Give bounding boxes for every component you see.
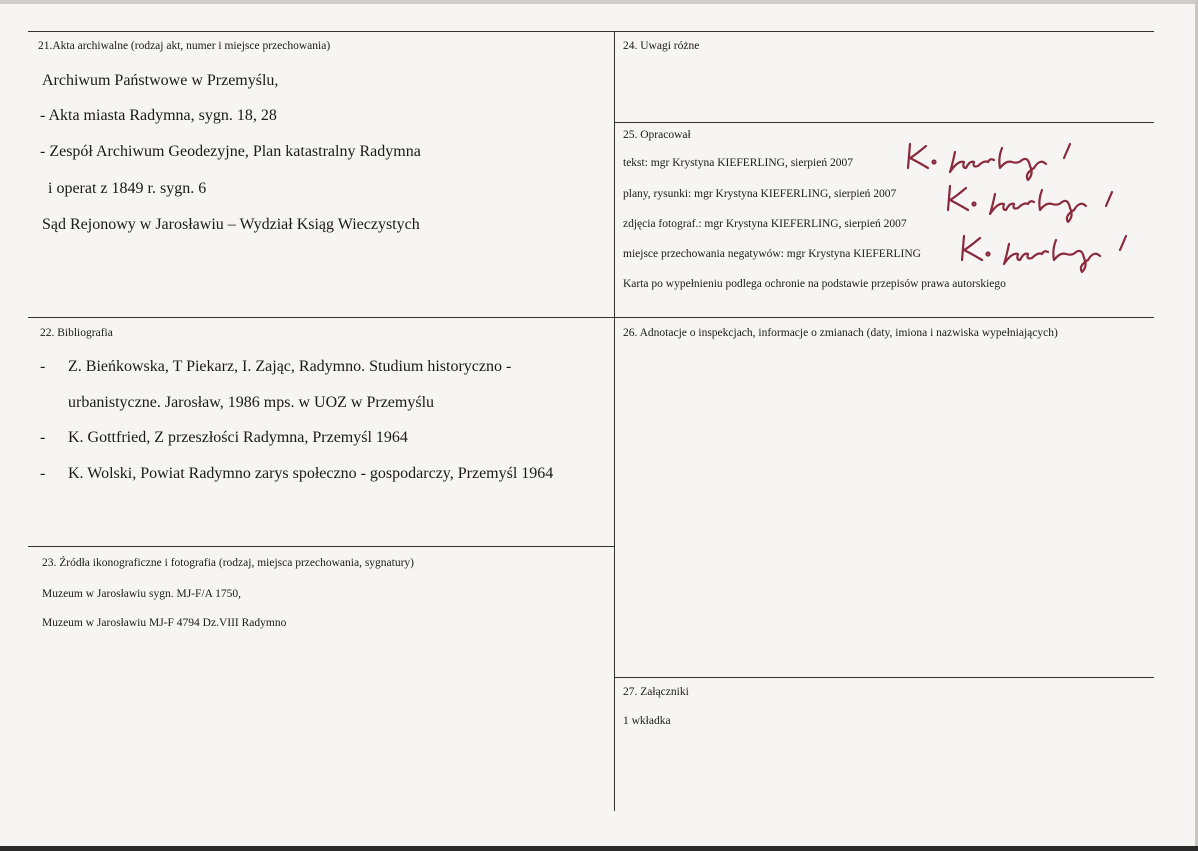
s27-heading: 27. Załączniki [623, 686, 689, 698]
s23-heading: 23. Źródła ikonograficzne i fotografia (rodzaj, miejsca przechowania, sygnatury) [42, 557, 414, 569]
scan-edge-bottom [0, 846, 1198, 851]
s21-line: Sąd Rejonowy w Jarosławiu – Wydział Ksiąg Wieczystych [42, 216, 420, 233]
bullet-dash: - [40, 429, 46, 446]
bibliography-item: K. Gottfried, Z przeszłości Radymna, Przemyśl 1964 [68, 429, 408, 446]
s24-heading: 24. Uwagi różne [623, 40, 700, 52]
bullet-dash: - [40, 358, 46, 375]
s25-line: tekst: mgr Krystyna KIEFERLING, sierpień 2007 [623, 157, 853, 169]
s21-heading: 21.Akta archiwalne (rodzaj akt, numer i miejsce przechowania) [38, 40, 331, 52]
top-border [28, 31, 1154, 32]
divider-24-25 [614, 122, 1154, 123]
scan-edge-top [0, 0, 1198, 4]
divider-26-27 [614, 677, 1154, 678]
s21-line: - Zespół Archiwum Geodezyjne, Plan katastralny Radymna [40, 143, 421, 160]
s25-line: zdjęcia fotograf.: mgr Krystyna KIEFERLING, sierpień 2007 [623, 218, 907, 230]
divider-22-23 [28, 546, 615, 547]
divider-row1-row2 [28, 317, 1154, 318]
bibliography-item: urbanistyczne. Jarosław, 1986 mps. w UOZ w Przemyślu [68, 394, 435, 411]
s23-line: Muzeum w Jarosławiu MJ-F 4794 Dz.VIII Radymno [42, 617, 287, 629]
handwritten-signature [954, 228, 1144, 278]
s21-line: i operat z 1849 r. sygn. 6 [48, 180, 207, 197]
s21-line: - Akta miasta Radymna, sygn. 18, 28 [40, 107, 277, 124]
bullet-dash: - [40, 465, 46, 482]
s21-line: Archiwum Państwowe w Przemyślu, [42, 72, 279, 89]
bibliography-item: K. Wolski, Powiat Radymno zarys społeczno - gospodarczy, Przemyśl 1964 [68, 465, 554, 482]
s23-line: Muzeum w Jarosławiu sygn. MJ-F/A 1750, [42, 588, 242, 600]
s25-line: miejsce przechowania negatywów: mgr Krystyna KIEFERLING [623, 248, 921, 260]
center-divider [614, 31, 615, 811]
bibliography-item: Z. Bieńkowska, T Piekarz, I. Zając, Radymno. Studium historyczno - [68, 358, 512, 375]
s25-line: plany, rysunki: mgr Krystyna KIEFERLING, sierpień 2007 [623, 188, 897, 200]
s25-heading: 25. Opracował [623, 129, 691, 141]
s22-heading: 22. Bibliografia [40, 327, 113, 339]
handwritten-signature [940, 178, 1130, 228]
s25-line: Karta po wypełnieniu podlega ochronie na podstawie przepisów prawa autorskiego [623, 278, 1006, 290]
s27-line: 1 wkładka [623, 715, 671, 727]
s26-heading: 26. Adnotacje o inspekcjach, informacje o zmianach (daty, imiona i nazwiska wypełniających) [623, 327, 1058, 339]
